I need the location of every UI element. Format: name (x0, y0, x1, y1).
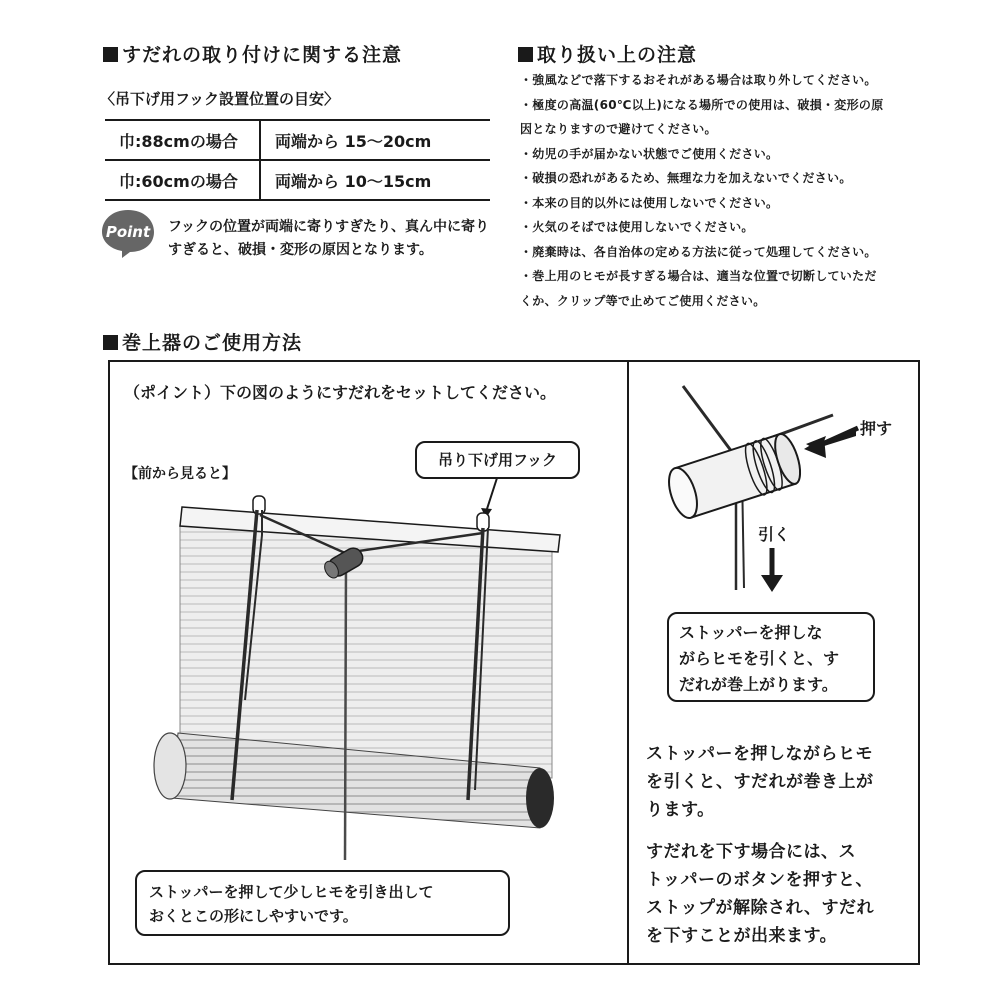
table-row (105, 120, 490, 160)
list-item: ・極度の高温(60℃以上)になる場所での使用は、破損・変形の原 (520, 97, 884, 112)
width-cell: 巾:88cmの場合 (105, 120, 260, 160)
blind-front-illustration (110, 470, 625, 880)
paragraph-line: ストップが解除され、すだれ (646, 898, 875, 918)
right-callout (667, 612, 875, 702)
install-subheading: 〈吊下げ用フック設置位置の目安〉 (100, 90, 339, 108)
list-item: ・強風などで落下するおそれがある場合は取り外してください。 (520, 73, 877, 87)
hook-label: 吊り下げ用フック (438, 451, 557, 469)
callout-line: おくとこの形にしやすいです。 (149, 907, 358, 925)
list-item: ・廃棄時は、各自治体の定める方法に従って処理してください。 (520, 244, 877, 259)
position-cell: 両端から 10～15cm (260, 160, 490, 200)
pull-label: 引く (758, 525, 791, 544)
usage-heading: 巻上器のご使用方法 (103, 328, 302, 355)
table-row (105, 160, 490, 200)
paragraph-line: を引くと、すだれが巻き上が (646, 772, 874, 792)
raise-paragraph (646, 740, 874, 824)
paragraph-line: トッパーのボタンを押すと、 (646, 870, 873, 890)
list-item: 因となりますので避けてください。 (520, 122, 717, 136)
list-item: ・火気のそばでは使用しないでください。 (520, 220, 754, 234)
list-item: ・破損の恐れがあるため、無理な力を加えないでください。 (520, 171, 852, 185)
callout-line: ストッパーを押して少しヒモを引き出して (149, 883, 434, 901)
callout-line: がらヒモを引くと、す (679, 649, 840, 668)
paragraph-line: ります。 (646, 800, 715, 820)
callout-line: ストッパーを押しな (679, 623, 823, 642)
handling-notes (520, 68, 920, 313)
callout-line: だれが巻上がります。 (679, 675, 838, 694)
panel-divider (627, 360, 629, 965)
front-view-label: 【前から見ると】 (124, 466, 236, 482)
install-heading: すだれの取り付けに関する注意 (103, 40, 402, 67)
stopper-closeup-illustration (640, 370, 910, 610)
width-cell: 巾:60cmの場合 (105, 160, 260, 200)
point-line: （ポイント）下の図のようにすだれをセットしてください。 (124, 383, 557, 402)
paragraph-line: すだれを下す場合には、ス (646, 842, 856, 862)
handling-heading: 取り扱い上の注意 (518, 40, 697, 67)
push-label: 押す (860, 419, 893, 438)
list-item: ・本来の目的以外には使用しないでください。 (520, 195, 779, 210)
paragraph-line: を下すことが出来ます。 (646, 926, 838, 946)
point-text: フックの位置が両端に寄りすぎたり、真ん中に寄りすぎると、破損・変形の原因となります。 (168, 219, 490, 258)
lower-paragraph (646, 838, 874, 950)
position-cell: 両端から 15～20cm (260, 120, 490, 160)
list-item: くか、クリップ等で止めてご使用ください。 (520, 293, 766, 308)
stopper-callout (135, 870, 510, 936)
point-badge-icon (100, 208, 156, 260)
list-item: ・幼児の手が届かない状態でご使用ください。 (520, 146, 779, 161)
point-badge-label: Point (105, 223, 151, 241)
hook-position-table (105, 119, 490, 201)
paragraph-line: ストッパーを押しながらヒモ (646, 744, 873, 764)
list-item: ・巻上用のヒモが長すぎる場合は、適当な位置で切断していただ (520, 269, 877, 283)
